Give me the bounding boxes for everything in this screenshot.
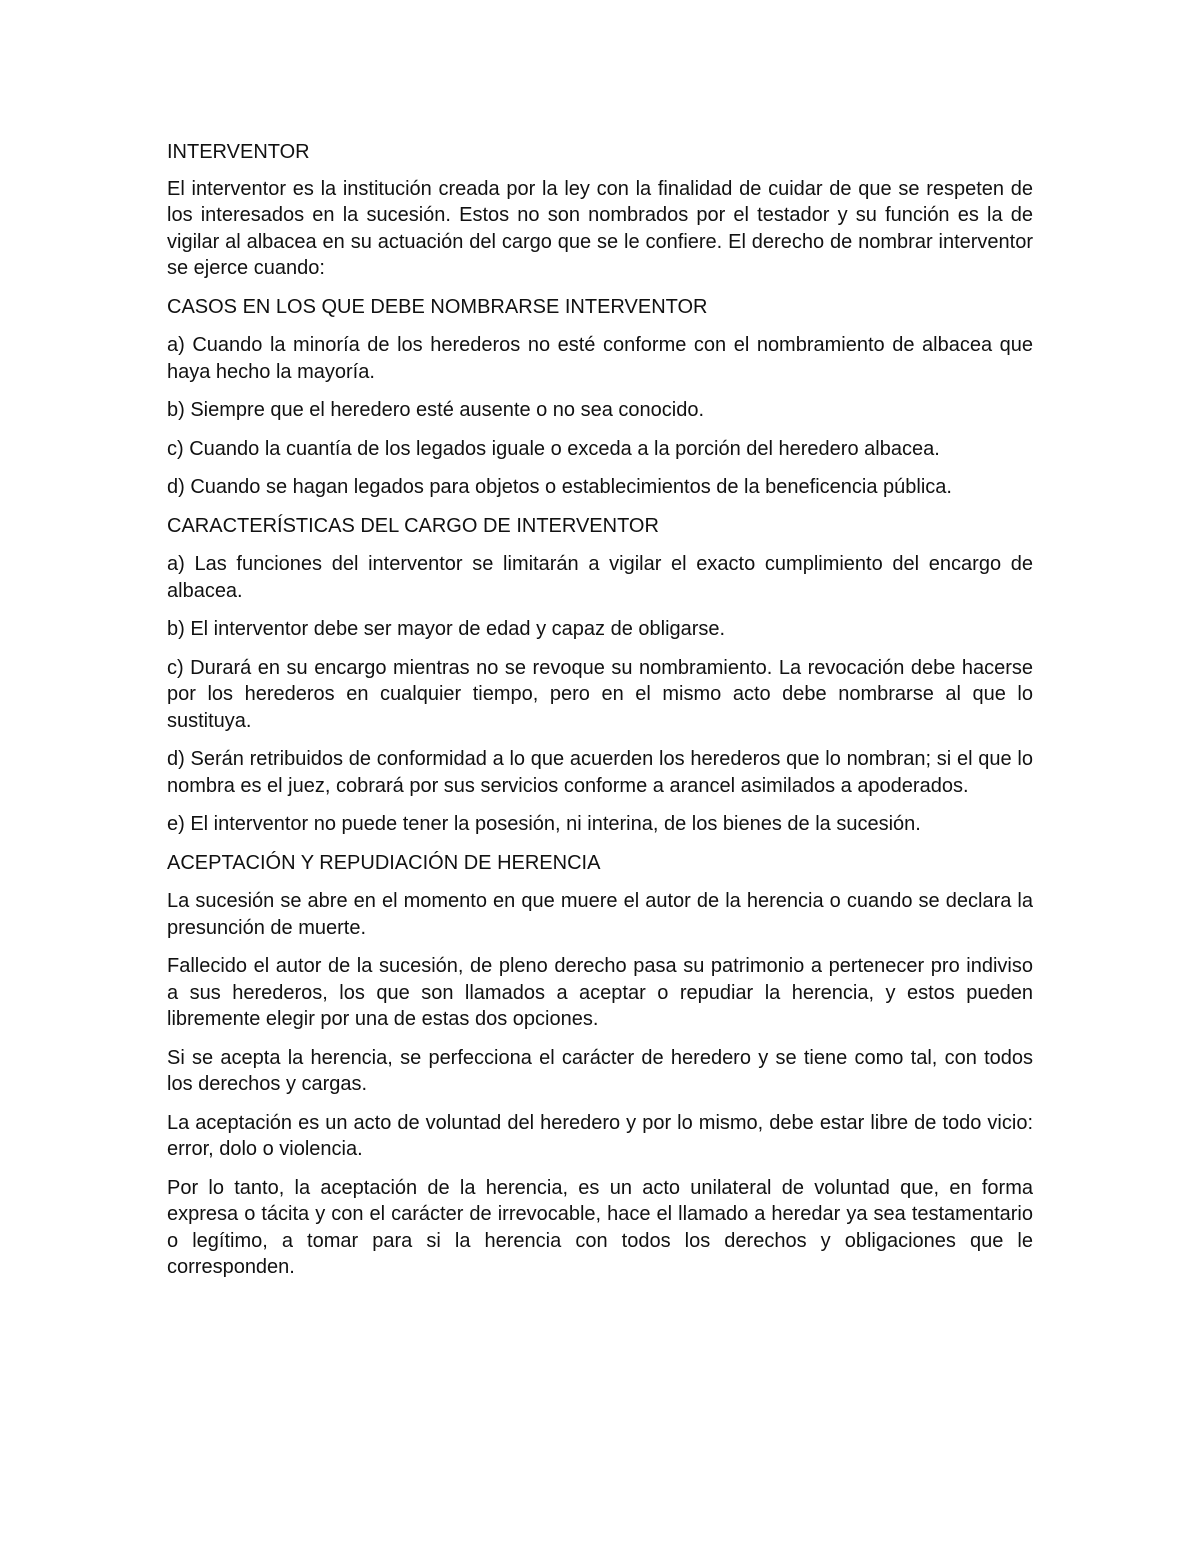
list-item: c) Durará en su encargo mientras no se revoque su nombramiento. La revocación debe hacerse por los herederos en cualquier tiempo, pero en el mismo acto debe nombrarse al que lo sustituya. <box>167 656 1033 732</box>
body-paragraph: La aceptación es un acto de voluntad del heredero y por lo mismo, debe estar libre de todo vicio: error, dolo o violencia. <box>167 1111 1033 1160</box>
body-paragraph: Si se acepta la herencia, se perfecciona el carácter de heredero y se tiene como tal, con todos los derechos y cargas. <box>167 1046 1033 1095</box>
list-item: c) Cuando la cuantía de los legados iguale o exceda a la porción del heredero albacea. <box>167 437 940 460</box>
section-heading-aceptacion: ACEPTACIÓN Y REPUDIACIÓN DE HERENCIA <box>167 851 601 874</box>
body-paragraph: Fallecido el autor de la sucesión, de pleno derecho pasa su patrimonio a pertenecer pro indiviso a sus herederos, los que son llamados a aceptar o repudiar la herencia, y estos pueden libremente elegir por una de estas dos opciones. <box>167 955 1033 1030</box>
list-item: a) Las funciones del interventor se limitarán a vigilar el exacto cumplimiento del encargo de albacea. <box>167 553 1033 602</box>
list-item: d) Serán retribuidos de conformidad a lo que acuerden los herederos que lo nombran; si el que lo nombra es el juez, cobrará por sus servicios conforme a arancel asimilados a apoderados. <box>167 748 1033 797</box>
document-title: INTERVENTOR <box>167 141 310 163</box>
body-paragraph: La sucesión se abre en el momento en que muere el autor de la herencia o cuando se declara la presunción de muerte. <box>167 890 1033 939</box>
list-item: a) Cuando la minoría de los herederos no esté conforme con el nombramiento de albacea que haya hecho la mayoría. <box>167 334 1033 383</box>
intro-paragraph: El interventor es la institución creada por la ley con la finalidad de cuidar de que se respeten de los interesados en la sucesión. Estos no son nombrados por el testador y su función es la de vigilar al albacea en su actuación del cargo que se le confiere. El derecho de nombrar interventor se ejerce cuando: <box>167 177 1033 279</box>
document-page <box>167 139 1033 1293</box>
list-item: b) El interventor debe ser mayor de edad y capaz de obligarse. <box>167 618 726 640</box>
list-item: b) Siempre que el heredero esté ausente o no sea conocido. <box>167 399 705 421</box>
section-heading-caracteristicas: CARACTERÍSTICAS DEL CARGO DE INTERVENTOR <box>167 514 659 537</box>
body-paragraph: Por lo tanto, la aceptación de la herencia, es un acto unilateral de voluntad que, en forma expresa o tácita y con el carácter de irrevocable, hace el llamado a heredar ya sea testamentario o legítimo, a tomar para si la herencia con todos los derechos y obligaciones que le corresponden. <box>167 1176 1033 1278</box>
list-item: e) El interventor no puede tener la posesión, ni interina, de los bienes de la sucesión. <box>167 813 921 835</box>
section-heading-casos: CASOS EN LOS QUE DEBE NOMBRARSE INTERVENTOR <box>167 295 708 318</box>
list-item: d) Cuando se hagan legados para objetos o establecimientos de la beneficencia pública. <box>167 476 952 498</box>
